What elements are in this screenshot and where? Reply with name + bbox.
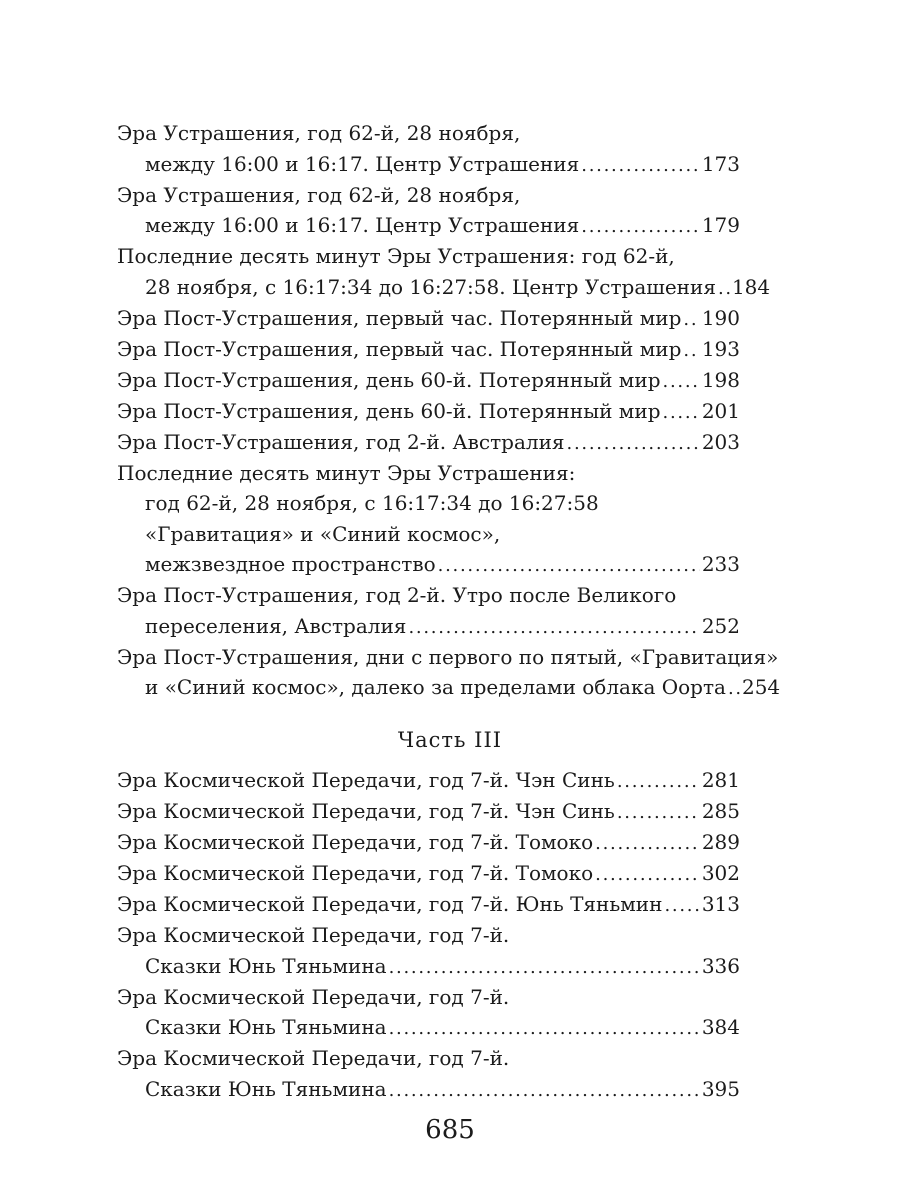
toc-entry-last-line — [145, 149, 740, 179]
toc-page-number: 233 — [701, 552, 740, 576]
toc-entry-line: Эра Космической Передачи, год 7-й. — [117, 1046, 510, 1070]
toc-page-number: 313 — [701, 892, 740, 916]
toc-entry-text: переселения, Австралия — [145, 614, 407, 638]
toc-page-number: 190 — [701, 306, 740, 330]
toc-entry-text: Сказки Юнь Тяньмина — [145, 954, 387, 978]
toc-entry-last-line — [117, 796, 740, 826]
toc-entry-text: Эра Пост-Устрашения, день 60-й. Потерянный мир — [117, 368, 661, 392]
toc-entry-text: Эра Космической Передачи, год 7-й. Чэн Синь — [117, 799, 615, 823]
toc-entry-last-line — [145, 951, 740, 981]
toc-entry-text: Эра Космической Передачи, год 7-й. Томоко — [117, 830, 594, 854]
leader-dots — [438, 549, 700, 581]
toc-page-number: 289 — [701, 830, 740, 854]
toc-page-number: 395 — [701, 1077, 740, 1101]
toc-entry-text: Эра Космической Передачи, год 7-й. Чэн Синь — [117, 768, 615, 792]
page-number: 685 — [425, 1115, 475, 1145]
toc-page-number: 281 — [701, 768, 740, 792]
toc-entry-last-line — [117, 427, 740, 457]
toc-entry-text: и «Синий космос», далеко за пределами облака Оорта — [145, 675, 726, 699]
leader-dots — [389, 1074, 700, 1106]
toc-page-number: 254 — [741, 675, 781, 699]
toc-entry-text: Эра Пост-Устрашения, первый час. Потерянный мир — [117, 337, 682, 361]
toc-entry-last-line — [117, 827, 740, 857]
toc-entry-text: межзвездное пространство — [145, 552, 436, 576]
leader-dots — [617, 765, 700, 797]
toc-entry-line: год 62-й, 28 ноября, с 16:17:34 до 16:27:58 — [145, 491, 599, 515]
toc-entry-line: Эра Космической Передачи, год 7-й. — [117, 985, 510, 1009]
leader-dots — [581, 149, 700, 181]
toc-page-number: 201 — [701, 399, 740, 423]
leader-dots — [581, 210, 700, 242]
leader-dots — [718, 272, 730, 304]
toc-entry-line: «Гравитация» и «Синий космос», — [145, 522, 501, 546]
toc-page-number: 198 — [701, 368, 740, 392]
toc-page-number: 173 — [701, 152, 740, 176]
toc-page-number: 384 — [701, 1015, 740, 1039]
toc-page-number: 252 — [701, 614, 740, 638]
toc-entry-last-line — [117, 303, 740, 333]
leader-dots — [663, 365, 700, 397]
toc-entry-line: Эра Пост-Устрашения, год 2-й. Утро после Великого — [117, 583, 677, 607]
toc-entry-text: Эра Космической Передачи, год 7-й. Юнь Тяньмин — [117, 892, 663, 916]
toc-entry-last-line — [145, 210, 740, 240]
toc-entry-text: Эра Пост-Устрашения, первый час. Потерянный мир — [117, 306, 682, 330]
leader-dots — [595, 827, 700, 859]
toc-entry-text: Эра Космической Передачи, год 7-й. Томоко — [117, 861, 594, 885]
toc-entry-line: Эра Устрашения, год 62-й, 28 ноября, — [117, 121, 521, 145]
toc-entry-last-line — [117, 858, 740, 888]
toc-page-number: 203 — [701, 430, 740, 454]
leader-dots — [728, 672, 740, 704]
toc-page-number: 336 — [701, 954, 740, 978]
leader-dots — [683, 303, 699, 335]
toc-entry-line: Эра Пост-Устрашения, дни с первого по пятый, «Гравитация» — [117, 645, 779, 669]
toc-entry-last-line — [117, 889, 740, 919]
toc-entry-line: Последние десять минут Эры Устрашения: год 62-й, — [117, 244, 675, 268]
toc-entry-last-line — [145, 549, 740, 579]
toc-entry-last-line — [145, 672, 781, 702]
toc-entry-text: Сказки Юнь Тяньмина — [145, 1077, 387, 1101]
toc-entry-last-line — [117, 365, 740, 395]
leader-dots — [663, 396, 700, 428]
leader-dots — [617, 796, 700, 828]
toc-entry-line: Эра Космической Передачи, год 7-й. — [117, 923, 510, 947]
leader-dots — [389, 1012, 700, 1044]
toc-entry-text: между 16:00 и 16:17. Центр Устрашения — [145, 213, 580, 237]
leader-dots — [389, 951, 700, 983]
toc-entry-last-line — [117, 334, 740, 364]
leader-dots — [408, 611, 699, 643]
toc-entry-line: Последние десять минут Эры Устрашения: — [117, 461, 576, 485]
toc-entry-last-line — [145, 272, 771, 302]
toc-entry-line: Эра Устрашения, год 62-й, 28 ноября, — [117, 183, 521, 207]
toc-entry-last-line — [145, 1012, 740, 1042]
leader-dots — [567, 427, 700, 459]
leader-dots — [664, 889, 699, 921]
part-heading: Часть III — [397, 728, 503, 752]
toc-entry-text: Эра Пост-Устрашения, год 2-й. Австралия — [117, 430, 565, 454]
toc-entry-last-line — [145, 1074, 740, 1104]
toc-entry-last-line — [117, 765, 740, 795]
toc-entry-text: Эра Пост-Устрашения, день 60-й. Потерянный мир — [117, 399, 661, 423]
toc-entry-last-line — [117, 396, 740, 426]
toc-page-number: 193 — [701, 337, 740, 361]
toc-page-number: 179 — [701, 213, 740, 237]
toc-entry-text: 28 ноября, с 16:17:34 до 16:27:58. Центр Устрашения — [145, 275, 716, 299]
toc-entry-text: Сказки Юнь Тяньмина — [145, 1015, 387, 1039]
toc-entry-last-line — [145, 611, 740, 641]
toc-page-number: 184 — [731, 275, 771, 299]
toc-page-number: 302 — [701, 861, 740, 885]
leader-dots — [595, 858, 700, 890]
toc-entry-text: между 16:00 и 16:17. Центр Устрашения — [145, 152, 580, 176]
leader-dots — [683, 334, 699, 366]
toc-page-number: 285 — [701, 799, 740, 823]
